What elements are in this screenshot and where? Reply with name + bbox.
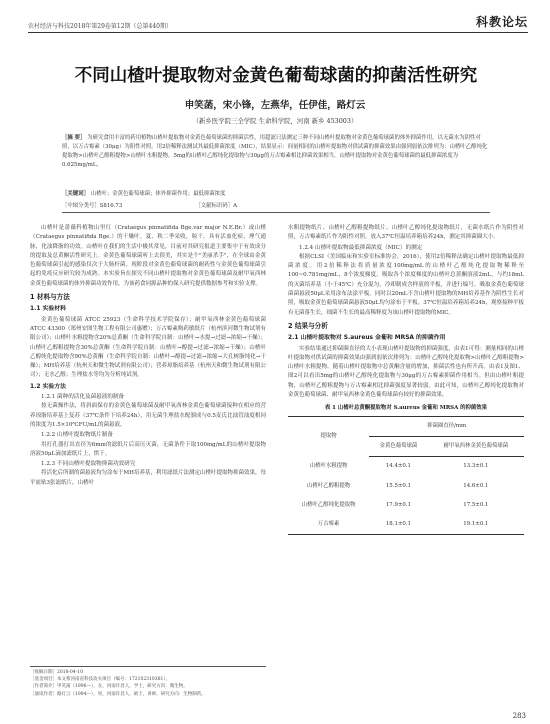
abstract <box>62 134 490 170</box>
method-heading-antibacterial: 1.2.3 不同山楂叶提取物抑菌功效研究 <box>41 461 136 468</box>
table-col-mrsa: 耐甲氧西林金黄色葡萄球菌 <box>428 436 524 456</box>
table-cell-sa: 18.1±0.1 <box>385 521 411 528</box>
keywords-label: ［关键词］ <box>62 191 89 197</box>
table-cell-name: 山楂叶乙醇纯化提取物 <box>301 501 356 508</box>
subsection-heading-materials: 1.1 实验材料 <box>30 306 67 313</box>
section-heading-materials: 1 材料与方法 <box>30 293 70 302</box>
continued-paragraph: 水粗提物纸片、山楂叶乙醇粗提物纸片、山楂叶乙醇纯化提取物纸片，无菌水纸片作为阴性对照，万古霉素纸片作为阳性对照。放入37℃恒温培养箱培养24h，测定其抑菌圈大小。 <box>288 225 524 241</box>
abstract-label: ［摘 要］ <box>62 135 86 141</box>
table-cell-mrsa: 13.3±0.1 <box>463 463 489 470</box>
table-cell-name: 山楂叶水粗提物 <box>309 462 348 469</box>
affiliation: （新乡医学院三全学院 生命科学院，河南 新乡 453003） <box>192 117 358 125</box>
antibacterial-paragraph: 将活化后所制的菌悬液均匀涂布于MH培养基，利用滤纸片法测定山楂叶提取物抑菌效果，每平皿贴3张滤纸片，山楂叶 <box>30 470 266 486</box>
table-cell-sa: 15.5±0.1 <box>385 482 411 489</box>
page-number: 283 <box>512 712 526 720</box>
clc-number: ［中图分类号］S816.73 <box>62 203 123 209</box>
results-table <box>288 416 524 536</box>
method-heading-mic: 1.2.4 山楂叶提取物最低抑菌浓度（MIC）的测定 <box>299 244 423 251</box>
table-cell-name: 万古霉素 <box>317 521 340 528</box>
table-row <box>288 457 524 477</box>
paper-title: 不同山楂叶提取物对金黄色葡萄球菌的抑菌活性研究 <box>74 66 478 86</box>
table-col-sa: 金黄色葡萄球菌 <box>369 436 428 456</box>
footnote-author: ［作者简介］申笑菡（1996—），女，河南许昌人，学士，研究方向：微生物。 <box>30 684 188 690</box>
abstract-text: 为研究食用丰富的药用植物山楂叶提取物对金黄色葡萄球菌的抑菌活性，用超滤只法测定三种不同山楂叶提取物对金黄色葡萄球菌的体外抑菌作用，以无菌水为阴性对照，以万古霉素（30μg）为阳性对照。用2倍稀释法测试其最低抑菌浓度（MIC），结果显示：间量相同的山楂叶提取物对供试菌的抑菌效果由强到弱依次排列为：山楂叶乙醇纯化提取物>山楂叶乙醇粗提物>山楂叶水粗提物。5mg的山楂叶乙醇纯化提取物与30μg的万古霉素相比抑菌效果相当，山楂叶提取物对金黄色葡萄球菌的最低抑菌浓度为0.625mg/mL。 <box>62 135 488 168</box>
table-cell-mrsa: 14.6±0.1 <box>463 482 489 489</box>
table-row <box>288 496 524 515</box>
disc-paragraph: 用打孔器打出直径为6mm的滤纸片后高压灭菌，无菌条件下取100mg/mL的山楂叶提取物溶液50μL滴加滤纸片上，烘干。 <box>30 441 266 457</box>
section-label: 科教论坛 <box>475 15 528 29</box>
subsection-heading-methods: 1.2 实验方法 <box>30 383 67 390</box>
table-row <box>288 477 524 496</box>
journal-citation: 农村经济与科技2018年第29卷第12期（总第440期） <box>28 23 172 30</box>
footnote-corresponding: ［通讯作者］路灯云（1984—），男，河南许昌人，硕士，讲师，研究方向：生物制药。 <box>30 691 206 697</box>
table-row-header: 提取物 <box>320 433 337 440</box>
table-cell-sa: 14.4±0.1 <box>385 463 411 470</box>
footnote-received: ［收稿日期］2018-04-10 <box>30 670 83 675</box>
right-column <box>288 224 524 535</box>
running-header <box>28 8 528 33</box>
classification-line <box>62 201 490 213</box>
method-heading-activation: 1.2.1 菌种的活化及菌悬液的制备 <box>41 394 125 401</box>
table-col-group: 抑菌圈直径/mm <box>369 416 524 436</box>
mic-paragraph: 根据CLSI（美国临床和实验室标准协会，2016），使用2倍稀释法确定山楂叶提取物最低抑菌浓度。用2倍稀释法将质量浓度100mg/mL的山楂叶乙醇纯化提取物稀释至100~0.781mg/mL，8个浓度梯度。吸取各个浓度梯度的山楂叶总黄酮溶液2mL，与约18mL的灭菌培养基（小于45℃）充分混匀，冷却制成含样液的平板，并进行编号。吸取金黄色葡萄球菌菌悬液50μL采用涂布法涂平板。同时以20mL不含山楂叶提取物的MH培养基作为阴性生长对照，吸取金黄色葡萄球菌菌悬液50μL均匀涂布于平板。37℃恒温培养箱培养24h，观察接种平板有无菌落生长，细菌不生长的最高稀释度为该山楂叶提取物的MIC。 <box>288 253 524 316</box>
author-list: 申笑菡，宋小锋，左燕华，任伊佳，路灯云 <box>184 100 366 111</box>
keywords <box>62 189 490 197</box>
table-cell-mrsa: 19.1±0.1 <box>463 521 489 528</box>
results-paragraph: 实验结果通过抑菌圈直径的大小表现山楂叶提取物的抑菌强度，由表1可得：测量相同的山楂叶提取物对供试菌的抑菌效果由强到弱依次排列为：山楂叶乙醇纯化提取物>山楂叶乙醇粗提物>山楂叶水粗提物。随着山楂叶提取物中总黄酮含量的增加，抑菌活性也有所升高。由表1及图1、图2可以看出5mg的山楂叶乙醇纯化提取物与30μg的万古霉素抑菌作用相当。但由山楂叶粗提物，山楂叶乙醇粗提物与万古霉素相比抑菌强度显著较弱。由此可知，山楂叶乙醇纯化提取物对金黄色葡萄球菌、耐甲氧西林金黄色葡萄球菌有较好的抑菌效果。 <box>288 345 524 399</box>
footnote-fund: ［基金项目］本文系河南省科技攻关项目（编号：172102310361）。 <box>30 677 171 683</box>
table-cell-mrsa: 17.5±0.1 <box>463 501 489 508</box>
activation-paragraph: 按无菌操作法，将斜面保存的金黄色葡萄球菌及耐甲氧西林金黄色葡萄球菌接种在相应的营养琼脂培养基上复苏（37℃条件下培养24h），用无菌生理盐水配制成与0.5麦氏比浊管浊度相同的浓度为1.5×10⁸CFU/mL的菌悬液。 <box>30 403 266 428</box>
left-column <box>30 224 266 488</box>
table-caption: 表 1 山楂叶总黄酮提取物对 S.aureus 金葡和 MRSA 的抑菌效果 <box>324 405 488 412</box>
section-heading-results: 2 结果与分析 <box>288 321 328 330</box>
footnote-block <box>30 666 266 698</box>
keywords-text: 山楂叶；金黄色葡萄球菌；体外抑菌作用；最低抑菌浓度 <box>90 191 226 197</box>
table-row <box>288 515 524 535</box>
document-code: ［文献标识码］A <box>195 203 237 209</box>
materials-paragraph: 金黄色葡萄球菌 ATCC 25923（生命科学技术学院保存）；耐甲氧西林金黄色葡萄球菌 ATCC 43300（郑州安图生物工程有限公司惠赠）；万古霉素购药敏纸片（杭州滨河微生物试剂有限公司）；山楂叶水粗提物含20%总黄酮（生命科学院自制：山楂叶→水提→过滤→浓缩→干燥）；山楂叶乙醇粗提物含30%总黄酮（生命科学院自制：山楂叶→醇提→过滤→浓缩→干燥）；山楂叶乙醇纯化提取物含90%总黄酮（生命科学院自制：山楂叶→醇提→过滤→浓缩→大孔树脂纯化→干燥）；MH培养基（杭州天和微生物试剂有限公司）；营养琼脂培养基（杭州天和微生物试剂有限公司）；无水乙醇；生理盐水等均为分析纯试剂。 <box>30 316 266 379</box>
method-heading-disc: 1.2.2 山楂叶提取物纸片制备 <box>41 432 113 439</box>
table-cell-sa: 17.9±0.1 <box>385 501 411 508</box>
intro-paragraph: 山楂叶是蔷薇科植物山里红（Crataegus pinnatifida Bge.var major N.E.Br.）或山楂（Crataegus pinnatifida Bge.）的干燥叶，夏、秋二季采收，晾干，具有活血化瘀，理气通脉，化浊降脂的功效。山楂叶在我们的生活中极其常见，目前对其研究报道主要集中于有效成分的提取及总黄酮活性研究上。金黄色葡萄球菌听上去很美，其实是个"美丽杀手"，在全球由金黄色葡萄球菌引起的感染仅次于大肠杆菌。现阶段对金黄色葡萄球菌的耐药性与金黄色葡萄球菌引起的免疫反应研究较为成熟。本实验旨在探究不同山楂叶提取物对金黄色葡萄球菌及耐甲氧西林金黄色葡萄球菌的体外抑菌功效作用，为该药食同源品种的保人研究提供数据参考和实验支撑。 <box>30 225 266 287</box>
table-cell-name: 山楂叶乙醇粗提物 <box>307 482 351 489</box>
subsection-heading-results: 2.1 山楂叶提取物对 S.aureus 金葡和 MRSA 的抑菌作用 <box>288 335 446 342</box>
